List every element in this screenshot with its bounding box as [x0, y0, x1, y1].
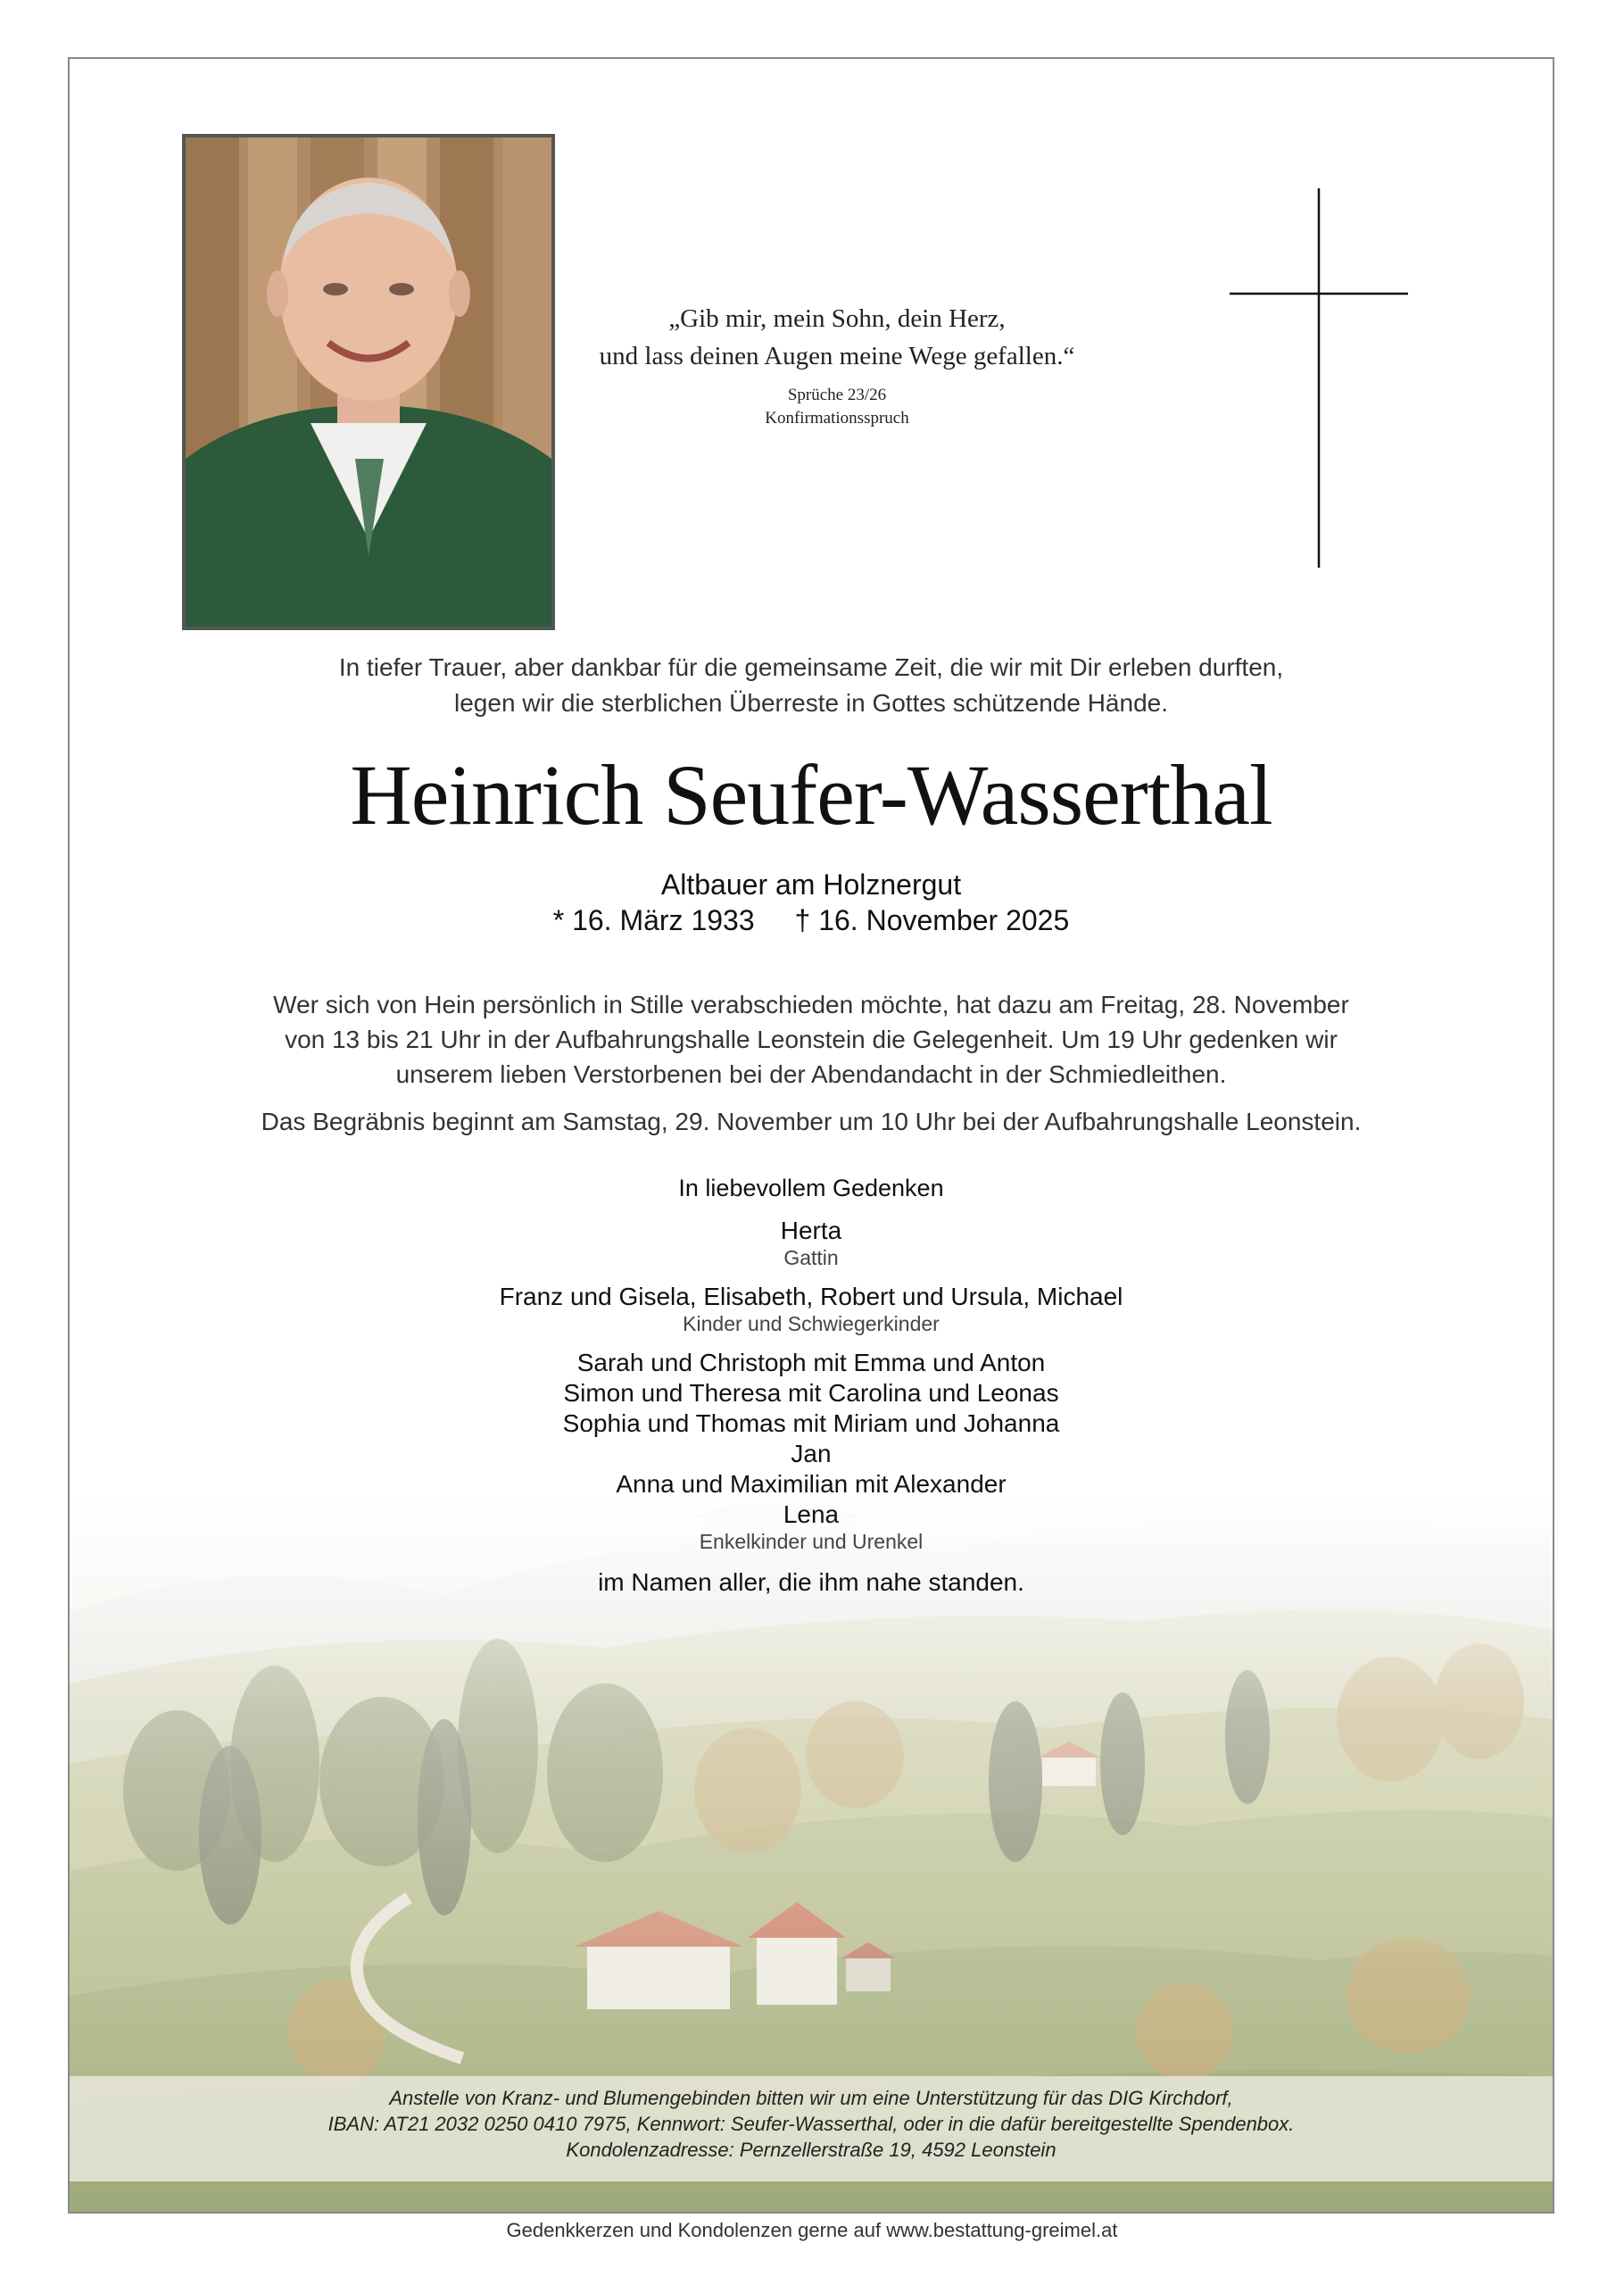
footer-website: Gedenkkerzen und Kondolenzen gerne auf www.bestattung-greimel.at — [506, 2219, 1118, 2241]
service-info — [70, 987, 1553, 1151]
life-dates — [70, 902, 1553, 938]
quote-reference: Sprüche 23/26 — [787, 386, 887, 404]
obituary-card — [68, 57, 1554, 2214]
spouse-group — [70, 1216, 1553, 1269]
quote-type: Konfirmationsspruch — [765, 409, 909, 428]
birth-date: * 16. März 1933 — [552, 904, 755, 936]
grandchildren-line: Jan — [791, 1440, 832, 1467]
quote-source — [534, 382, 1140, 432]
grandchildren-line: Lena — [783, 1500, 840, 1528]
quote-line-1: „Gib mir, mein Sohn, dein Herz, — [668, 304, 1006, 333]
grandchildren-relation: Enkelkinder und Urenkel — [699, 1530, 924, 1553]
notice-line-1: Anstelle von Kranz- und Blumengebinden bitten wir um eine Unterstützung für das DIG Kirchdorf, — [389, 2087, 1233, 2109]
notice-line-2: IBAN: AT21 2032 0250 0410 7975, Kennwort: Seufer-Wasserthal, oder in die dafür bereitgestellte Spendenbox. — [327, 2113, 1295, 2135]
bible-quote — [534, 300, 1140, 432]
spouse-name: Herta — [780, 1217, 842, 1244]
portrait-photo — [182, 134, 555, 630]
intro-line-1: In tiefer Trauer, aber dankbar für die gemeinsame Zeit, die wir mit Dir erleben durften, — [338, 653, 1284, 681]
info-line-4: Das Begräbnis beginnt am Samstag, 29. November um 10 Uhr bei der Aufbahrungshalle Leonstein. — [261, 1108, 1362, 1135]
grandchildren-line: Sophia und Thomas mit Miriam und Johanna — [562, 1409, 1060, 1437]
children-names: Franz und Gisela, Elisabeth, Robert und Ursula, Michael — [499, 1283, 1123, 1310]
closing-line: im Namen aller, die ihm nahe standen. — [598, 1568, 1024, 1596]
grandchildren-line: Sarah und Christoph mit Emma und Anton — [576, 1349, 1046, 1376]
children-group — [70, 1282, 1553, 1335]
info-line-3: unserem lieben Verstorbenen bei der Abendandacht in der Schmiedleithen. — [395, 1060, 1227, 1088]
spouse-relation: Gattin — [783, 1246, 839, 1269]
notice-line-3: Kondolenzadresse: Pernzellerstraße 19, 4592 Leonstein — [566, 2139, 1056, 2161]
intro-line-2: legen wir die sterblichen Überreste in Gottes schützende Hände. — [454, 689, 1168, 717]
mourners-list — [70, 1173, 1553, 1598]
grandchildren-line: Simon und Theresa mit Carolina und Leonas — [563, 1379, 1059, 1407]
cross-icon — [1230, 188, 1408, 568]
intro-text — [70, 650, 1553, 721]
deceased-name: Heinrich Seufer-Wasserthal — [350, 747, 1272, 843]
donation-notice — [70, 2076, 1553, 2181]
info-line-1: Wer sich von Hein persönlich in Stille verabschieden möchte, hat dazu am Freitag, 28. November — [273, 991, 1349, 1018]
death-date: † 16. November 2025 — [794, 904, 1070, 936]
mourners-heading: In liebevollem Gedenken — [678, 1175, 944, 1201]
deceased-title: Altbauer am Holznergut — [660, 868, 962, 901]
children-relation: Kinder und Schwiegerkinder — [683, 1312, 940, 1335]
info-line-2: von 13 bis 21 Uhr in der Aufbahrungshalle Leonstein die Gelegenheit. Um 19 Uhr gedenken wir — [285, 1026, 1338, 1053]
grandchildren-group — [70, 1348, 1553, 1553]
grandchildren-line: Anna und Maximilian mit Alexander — [616, 1470, 1007, 1498]
quote-line-2: und lass deinen Augen meine Wege gefallen.“ — [599, 342, 1075, 370]
